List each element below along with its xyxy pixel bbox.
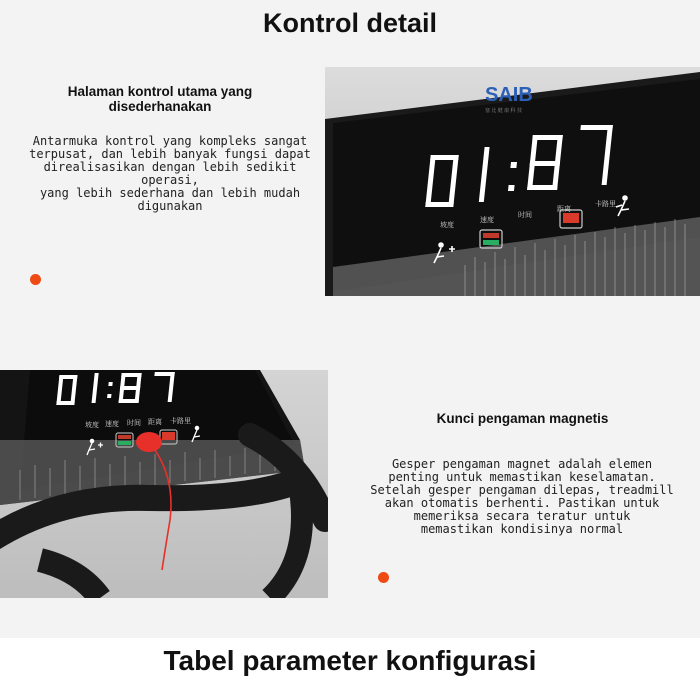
label-calories: 卡路里 xyxy=(170,418,191,425)
section1-body-line: terpusat, dan lebih banyak fungsi dapat xyxy=(29,147,311,161)
safety-key-illustration xyxy=(0,370,328,598)
section1-heading-line1: Halaman kontrol utama yang xyxy=(67,84,253,99)
section1-body xyxy=(20,135,320,213)
section1-heading-line2: disederhanakan xyxy=(108,99,212,114)
control-panel-photo xyxy=(325,67,700,296)
label-distance: 距离 xyxy=(148,419,162,426)
section2-body-line: memeriksa secara teratur untuk xyxy=(413,509,631,523)
section2-heading: Kunci pengaman magnetis xyxy=(436,411,609,426)
section-title: Tabel parameter konfigurasi xyxy=(163,645,537,676)
section1-body-line: Antarmuka kontrol yang kompleks sangat xyxy=(32,134,308,148)
section2-body-line: Gesper pengaman magnet adalah elemen xyxy=(391,457,653,471)
page-title: Kontrol detail xyxy=(263,8,437,38)
section1-body-line: digunakan xyxy=(137,199,203,213)
section2-body-line: penting untuk memastikan keselamatan. xyxy=(388,470,656,484)
section2-body xyxy=(362,458,682,536)
orange-dot xyxy=(30,274,41,285)
label-distance: 距离 xyxy=(557,206,571,213)
control-panel-illustration xyxy=(325,67,700,296)
label-time: 时间 xyxy=(127,420,141,427)
safety-key-photo xyxy=(0,370,328,598)
section1-body-line: direalisasikan dengan lebih sedikit operasi, xyxy=(43,160,297,187)
section1-body-line: yang lebih sederhana dan lebih mudah xyxy=(39,186,301,200)
label-speed: 速度 xyxy=(105,421,119,428)
label-time: 时间 xyxy=(518,212,532,219)
brand-subtitle: 塞 比 健 康 科 技 xyxy=(485,108,522,114)
label-calories: 卡路里 xyxy=(595,201,616,208)
brand-logo: SAIB xyxy=(485,84,533,106)
section1-heading xyxy=(35,84,285,114)
label-incline: 坡度 xyxy=(85,422,99,429)
section2-body-line: memastikan kondisinya normal xyxy=(420,522,624,536)
orange-dot xyxy=(378,572,389,583)
label-speed: 速度 xyxy=(480,217,494,224)
section2-body-line: akan otomatis berhenti. Pastikan untuk xyxy=(384,496,660,510)
label-incline: 坡度 xyxy=(440,222,454,229)
safety-key[interactable] xyxy=(136,432,162,452)
section2-body-line: Setelah gesper pengaman dilepas, treadmill xyxy=(370,483,674,497)
